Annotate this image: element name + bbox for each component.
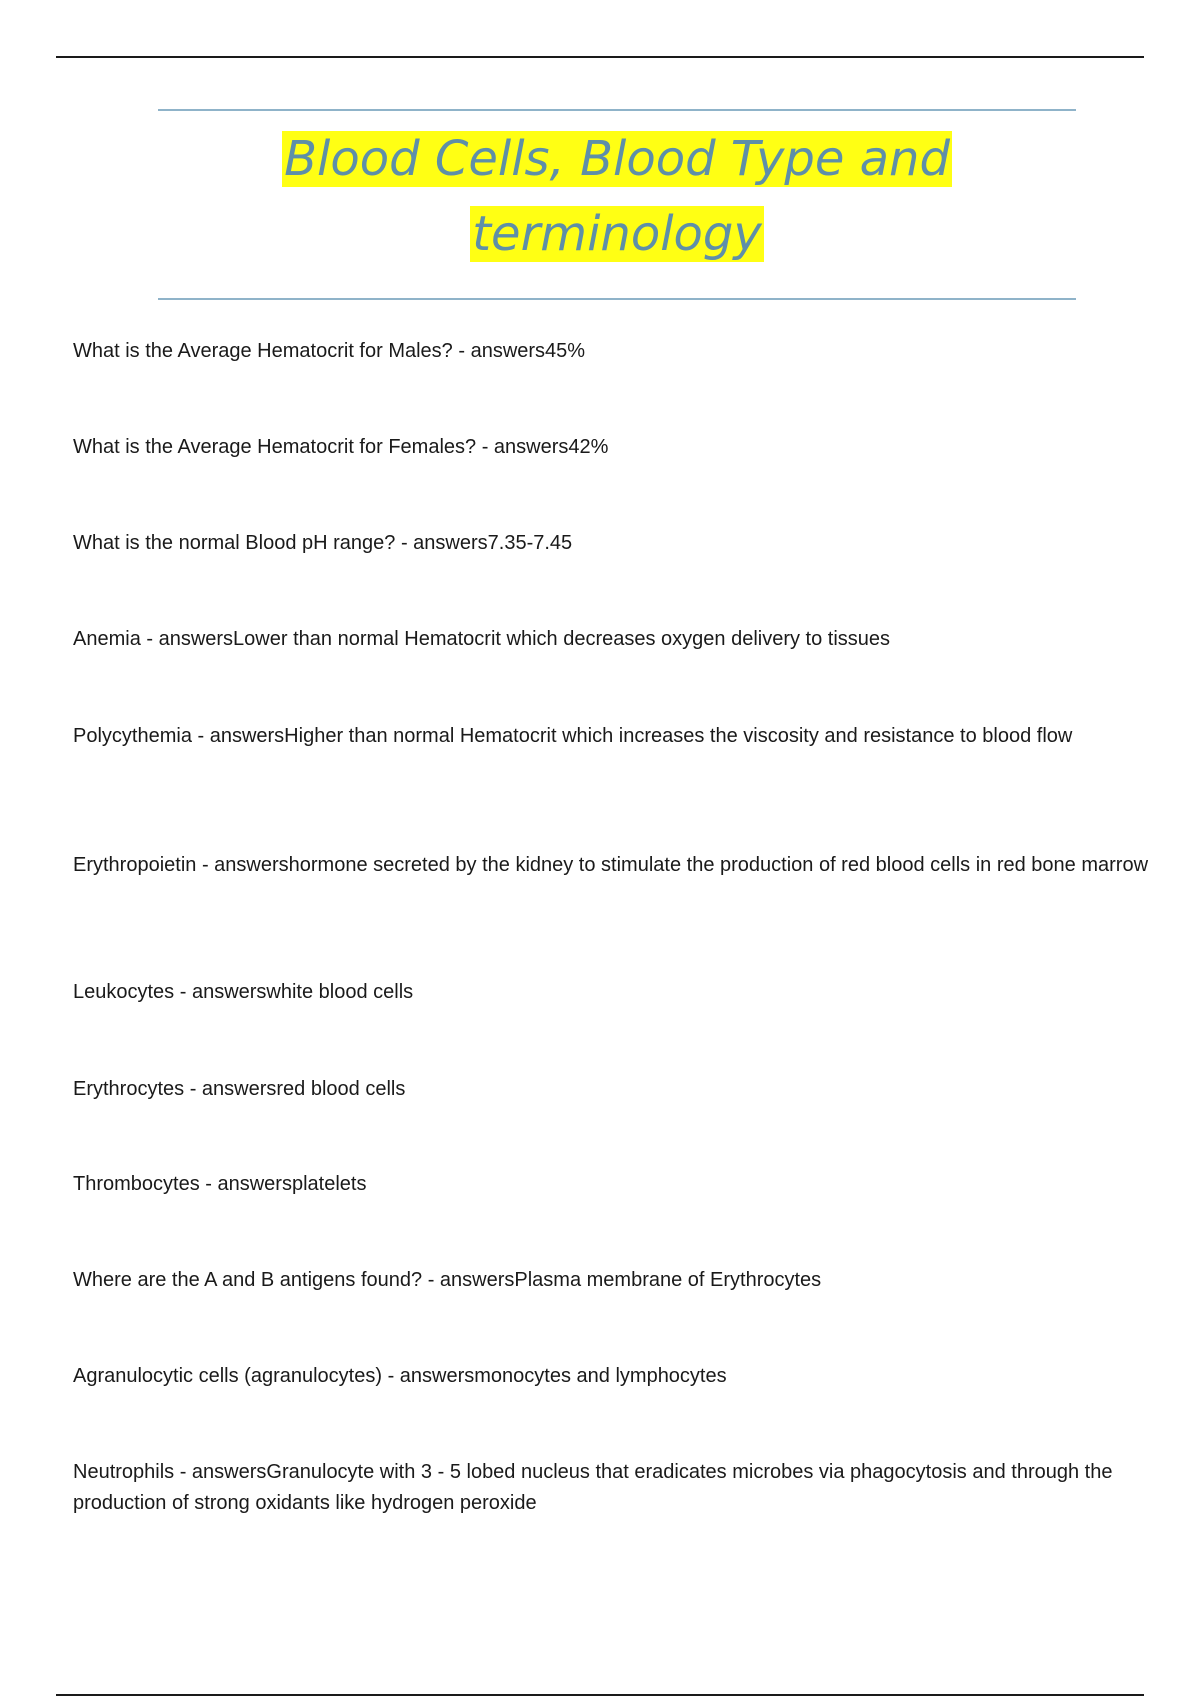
- title-upper-rule: [158, 109, 1076, 111]
- page-top-rule: [56, 56, 1144, 58]
- qa-entry-blood-ph: What is the normal Blood pH range? - answers7.35-7.45: [73, 532, 573, 554]
- qa-entry-polycythemia: Polycythemia - answersHigher than normal Hematocrit which increases the viscosity and resistance to blood flow: [73, 725, 1073, 747]
- qa-entry-thrombocytes: Thrombocytes - answersplatelets: [73, 1173, 367, 1195]
- qa-entry-agranulocytes: Agranulocytic cells (agranulocytes) - answersmonocytes and lymphocytes: [73, 1365, 727, 1387]
- title-line-2: [158, 197, 1076, 272]
- title-line-1: [158, 122, 1076, 197]
- title-line-1-text: Blood Cells, Blood Type and: [284, 131, 950, 187]
- qa-entry-leukocytes: Leukocytes - answerswhite blood cells: [73, 981, 414, 1003]
- qa-entry-anemia: Anemia - answersLower than normal Hematocrit which decreases oxygen delivery to tissues: [73, 628, 891, 650]
- qa-entry-neutrophils: Neutrophils - answersGranulocyte with 3 - 5 lobed nucleus that eradicates microbes via phagocytosis and through the production of strong oxidants like hydrogen peroxide: [73, 1461, 1113, 1514]
- page-bottom-rule: [56, 1694, 1144, 1696]
- qa-entry-erythrocytes: Erythrocytes - answersred blood cells: [73, 1078, 406, 1100]
- qa-entry-hematocrit-females: What is the Average Hematocrit for Females? - answers42%: [73, 436, 609, 458]
- document-title: [158, 122, 1076, 272]
- qa-entry-ab-antigens: Where are the A and B antigens found? - answersPlasma membrane of Erythrocytes: [73, 1269, 822, 1291]
- title-lower-rule: [158, 298, 1076, 300]
- qa-entry-erythropoietin: Erythropoietin - answershormone secreted by the kidney to stimulate the production of red blood cells in red bone marrow: [73, 854, 1149, 876]
- qa-entry-hematocrit-males: What is the Average Hematocrit for Males? - answers45%: [73, 340, 586, 362]
- title-line-2-text: terminology: [472, 206, 762, 262]
